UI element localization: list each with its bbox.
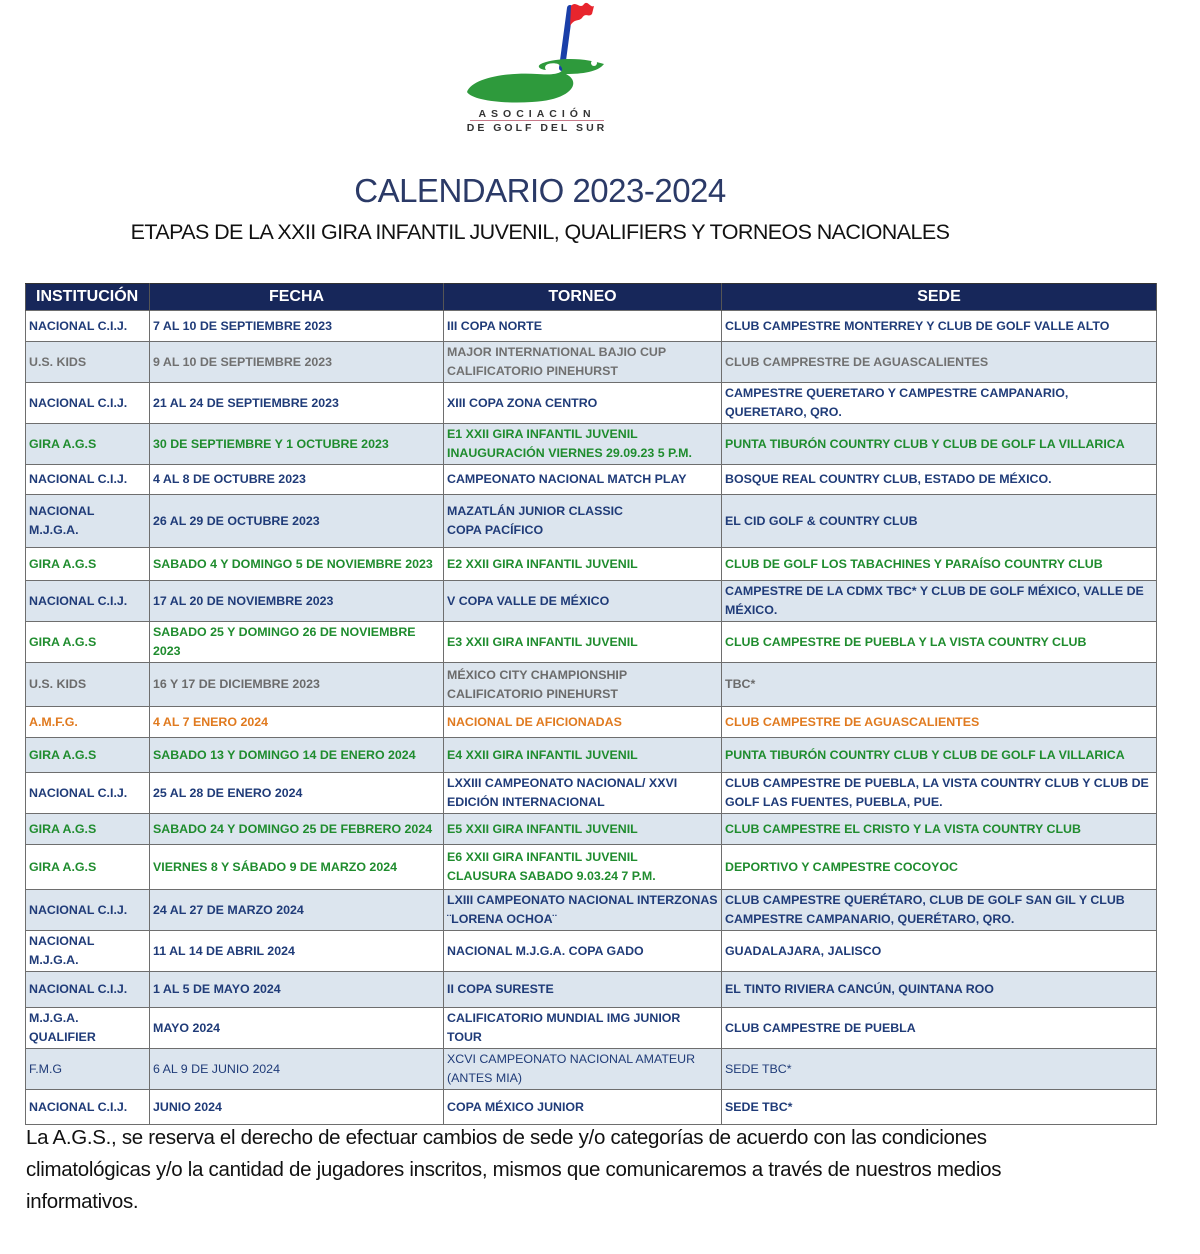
cell-institucion: NACIONAL C.I.J. [26,1090,150,1125]
cell-institucion: NACIONAL C.I.J. [26,383,150,424]
cell-fecha: 30 DE SEPTIEMBRE Y 1 OCTUBRE 2023 [150,424,444,465]
table-row [26,845,1157,890]
cell-institucion: GIRA A.G.S [26,424,150,465]
table-row [26,495,1157,548]
cell-fecha: 1 AL 5 DE MAYO 2024 [150,972,444,1008]
cell-sede: CLUB CAMPESTRE MONTERREY Y CLUB DE GOLF VALLE ALTO [722,311,1157,342]
cell-torneo: III COPA NORTE [444,311,722,342]
cell-fecha: 9 AL 10 DE SEPTIEMBRE 2023 [150,342,444,383]
cell-institucion: GIRA A.G.S [26,845,150,890]
cell-sede: CLUB CAMPESTRE DE PUEBLA [722,1008,1157,1049]
cell-institucion: U.S. KIDS [26,663,150,707]
cell-institucion: NACIONAL C.I.J. [26,773,150,814]
table-row [26,738,1157,773]
cell-fecha: 24 AL 27 DE MARZO 2024 [150,890,444,931]
disclaimer-note: La A.G.S., se reserva el derecho de efectuar cambios de sede y/o categorías de acuerdo con las condiciones climatológicas y/o la cantidad de jugadores inscritos, mismos que comunicaremos a través de nuestros medios informativos. [26,1126,1002,1213]
column-header-sede: SEDE [722,284,1157,311]
cell-fecha: 7 AL 10 DE SEPTIEMBRE 2023 [150,311,444,342]
cell-torneo: COPA MÉXICO JUNIOR [444,1090,722,1125]
cell-torneo: LXIII CAMPEONATO NACIONAL INTERZONAS ¨LORENA OCHOA¨ [444,890,722,931]
cell-fecha: 17 AL 20 DE NOVIEMBRE 2023 [150,581,444,622]
cell-torneo: E3 XXII GIRA INFANTIL JUVENIL [444,622,722,663]
cell-sede: PUNTA TIBURÓN COUNTRY CLUB Y CLUB DE GOLF LA VILLARICA [722,738,1157,773]
cell-fecha: 26 AL 29 DE OCTUBRE 2023 [150,495,444,548]
column-header-fecha: FECHA [150,284,444,311]
calendar-table [25,283,1157,1125]
table-row [26,972,1157,1008]
cell-institucion: NACIONAL C.I.J. [26,311,150,342]
cell-fecha: JUNIO 2024 [150,1090,444,1125]
cell-sede: CLUB CAMPESTRE DE PUEBLA Y LA VISTA COUNTRY CLUB [722,622,1157,663]
cell-sede: CLUB CAMPESTRE DE PUEBLA, LA VISTA COUNTRY CLUB Y CLUB DE GOLF LAS FUENTES, PUEBLA, PUE. [722,773,1157,814]
cell-torneo: E5 XXII GIRA INFANTIL JUVENIL [444,814,722,845]
cell-sede: CAMPESTRE DE LA CDMX TBC* Y CLUB DE GOLF MÉXICO, VALLE DE MÉXICO. [722,581,1157,622]
table-row [26,581,1157,622]
cell-institucion: A.M.F.G. [26,707,150,738]
cell-sede: CLUB DE GOLF LOS TABACHINES Y PARAÍSO COUNTRY CLUB [722,548,1157,581]
cell-torneo: II COPA SURESTE [444,972,722,1008]
cell-sede: GUADALAJARA, JALISCO [722,931,1157,972]
cell-fecha: 21 AL 24 DE SEPTIEMBRE 2023 [150,383,444,424]
table-row [26,622,1157,663]
table-row [26,814,1157,845]
cell-fecha: SABADO 25 Y DOMINGO 26 DE NOVIEMBRE 2023 [150,622,444,663]
table-row [26,342,1157,383]
cell-fecha: 16 Y 17 DE DICIEMBRE 2023 [150,663,444,707]
cell-institucion: GIRA A.G.S [26,738,150,773]
column-header-torneo: TORNEO [444,284,722,311]
page-subtitle: ETAPAS DE LA XXII GIRA INFANTIL JUVENIL, QUALIFIERS Y TORNEOS NACIONALES [130,220,950,244]
cell-institucion: GIRA A.G.S [26,814,150,845]
cell-sede: CLUB CAMPESTRE QUERÉTARO, CLUB DE GOLF SAN GIL Y CLUB CAMPESTRE CAMPANARIO, QUERÉTARO, QRO. [722,890,1157,931]
cell-fecha: 11 AL 14 DE ABRIL 2024 [150,931,444,972]
cell-torneo: MÉXICO CITY CHAMPIONSHIP CALIFICATORIO PINEHURST [444,663,722,707]
cell-sede: DEPORTIVO Y CAMPESTRE COCOYOC [722,845,1157,890]
cell-sede: EL TINTO RIVIERA CANCÚN, QUINTANA ROO [722,972,1157,1008]
table-row [26,1049,1157,1090]
logo-line-1: ASOCIACIÓN [478,108,596,120]
cell-fecha: VIERNES 8 Y SÁBADO 9 DE MARZO 2024 [150,845,444,890]
table-row [26,1008,1157,1049]
cell-torneo: E4 XXII GIRA INFANTIL JUVENIL [444,738,722,773]
cell-torneo: XCVI CAMPEONATO NACIONAL AMATEUR (ANTES MIA) [444,1049,722,1090]
table-row [26,548,1157,581]
cell-institucion: F.M.G [26,1049,150,1090]
cell-torneo: NACIONAL DE AFICIONADAS [444,707,722,738]
cell-sede: CAMPESTRE QUERETARO Y CAMPESTRE CAMPANARIO, QUERETARO, QRO. [722,383,1157,424]
cell-fecha: MAYO 2024 [150,1008,444,1049]
cell-fecha: SABADO 4 Y DOMINGO 5 DE NOVIEMBRE 2023 [150,548,444,581]
column-header-institucion: INSTITUCIÓN [26,284,150,311]
cell-institucion: U.S. KIDS [26,342,150,383]
cell-fecha: SABADO 13 Y DOMINGO 14 DE ENERO 2024 [150,738,444,773]
cell-sede: EL CID GOLF & COUNTRY CLUB [722,495,1157,548]
cell-institucion: NACIONAL C.I.J. [26,465,150,495]
cell-sede: SEDE TBC* [722,1090,1157,1125]
golf-flag-s-logo-icon [462,0,612,110]
cell-fecha: 25 AL 28 DE ENERO 2024 [150,773,444,814]
cell-torneo: XIII COPA ZONA CENTRO [444,383,722,424]
cell-torneo: E1 XXII GIRA INFANTIL JUVENIL INAUGURACIÓN VIERNES 29.09.23 5 P.M. [444,424,722,465]
cell-torneo: V COPA VALLE DE MÉXICO [444,581,722,622]
table-row [26,663,1157,707]
cell-torneo: E2 XXII GIRA INFANTIL JUVENIL [444,548,722,581]
cell-institucion: M.J.G.A. QUALIFIER [26,1008,150,1049]
cell-torneo: E6 XXII GIRA INFANTIL JUVENIL CLAUSURA SABADO 9.03.24 7 P.M. [444,845,722,890]
cell-sede: PUNTA TIBURÓN COUNTRY CLUB Y CLUB DE GOLF LA VILLARICA [722,424,1157,465]
cell-fecha: 4 AL 8 DE OCTUBRE 2023 [150,465,444,495]
cell-institucion: NACIONAL M.J.G.A. [26,495,150,548]
cell-institucion: GIRA A.G.S [26,548,150,581]
table-row [26,707,1157,738]
cell-institucion: NACIONAL C.I.J. [26,972,150,1008]
cell-fecha: 4 AL 7 ENERO 2024 [150,707,444,738]
table-row [26,311,1157,342]
cell-sede: CLUB CAMPESTRE DE AGUASCALIENTES [722,707,1157,738]
table-row [26,1090,1157,1125]
cell-institucion: NACIONAL C.I.J. [26,890,150,931]
page-title: CALENDARIO 2023-2024 [354,172,726,209]
cell-sede: CLUB CAMPRESTRE DE AGUASCALIENTES [722,342,1157,383]
table-row [26,931,1157,972]
cell-fecha: 6 AL 9 DE JUNIO 2024 [150,1049,444,1090]
cell-sede: TBC* [722,663,1157,707]
cell-sede: BOSQUE REAL COUNTRY CLUB, ESTADO DE MÉXICO. [722,465,1157,495]
table-row [26,465,1157,495]
table-row [26,773,1157,814]
cell-institucion: NACIONAL C.I.J. [26,581,150,622]
cell-institucion: NACIONAL M.J.G.A. [26,931,150,972]
cell-torneo: MAJOR INTERNATIONAL BAJIO CUP CALIFICATORIO PINEHURST [444,342,722,383]
logo-divider [470,120,604,121]
cell-institucion: GIRA A.G.S [26,622,150,663]
cell-torneo: NACIONAL M.J.G.A. COPA GADO [444,931,722,972]
table-row [26,424,1157,465]
cell-fecha: SABADO 24 Y DOMINGO 25 DE FEBRERO 2024 [150,814,444,845]
table-row [26,890,1157,931]
logo-line-2: DE GOLF DEL SUR [466,122,608,134]
cell-torneo: CALIFICATORIO MUNDIAL IMG JUNIOR TOUR [444,1008,722,1049]
cell-sede: CLUB CAMPESTRE EL CRISTO Y LA VISTA COUNTRY CLUB [722,814,1157,845]
table-header-row [26,284,1157,311]
cell-sede: SEDE TBC* [722,1049,1157,1090]
table-row [26,383,1157,424]
cell-torneo: MAZATLÁN JUNIOR CLASSIC COPA PACÍFICO [444,495,722,548]
cell-torneo: LXXIII CAMPEONATO NACIONAL/ XXVI EDICIÓN INTERNACIONAL [444,773,722,814]
cell-torneo: CAMPEONATO NACIONAL MATCH PLAY [444,465,722,495]
